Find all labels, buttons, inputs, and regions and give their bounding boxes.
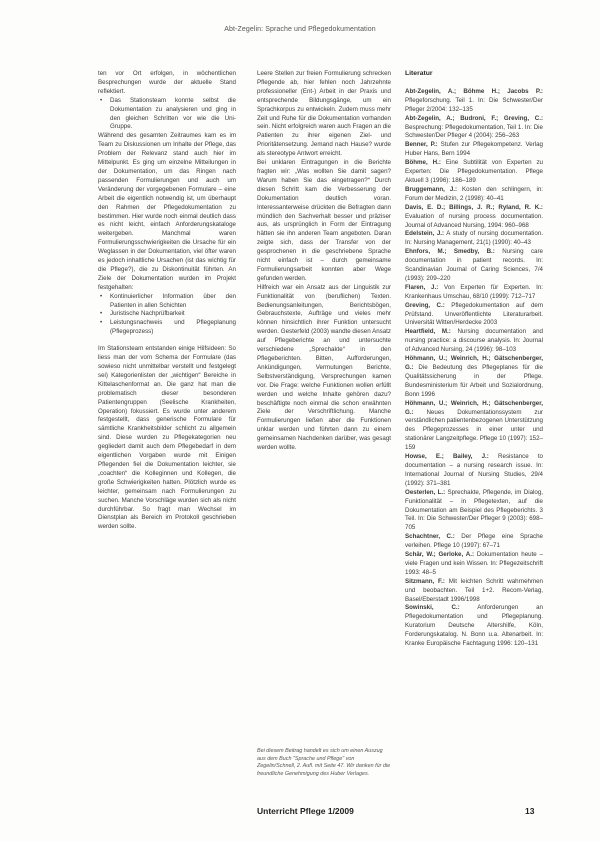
reference-text: Evaluation of nursing process documentation. Journal of Advanced Nursing, 1994: 960–968 — [405, 212, 543, 229]
journal-footer: Unterricht Pflege 1/2009 — [257, 806, 354, 816]
reference-entry — [405, 604, 543, 649]
reference-author: Flaren, J.: — [405, 283, 439, 291]
reference-text: Der Pflege eine Sprache verleihen. Pflege 10 (1997): 67–71 — [405, 533, 543, 550]
reference-text: Pflegeforschung. Teil 1. In: Die Schwester/Der Pfleger 2/2004: 132–135 — [405, 96, 543, 113]
reference-text: Sprechakte, Pflegende, im Dialog, Funktionalität – in Pflegetexten, auf die Dokumentation am Beispiel des Pflegeberichts. 3 Teil. In: Die Schwester/Der Pfleger 9 (2003): 698–705 — [405, 488, 543, 532]
bullet-item: • Leistungsnachweis und Pflegeplanung (Pflegeprozess) — [98, 319, 236, 337]
reference-text: Dokumentation heute – viele Fragen und kein Wissen. In: Pflegezeitschrift 1993: 48–5 — [405, 551, 543, 576]
reference-text: Resistance to documentation – a nursing research issue. In: International Journal of Nursing Studies, 29/4 (1992): 371–381 — [405, 453, 543, 487]
reference-text: Stufen zur Pflegekompetenz. Verlag Huber Hans, Bern 1994 — [405, 141, 543, 158]
paragraph: Im Stationsteam entstanden einige Hilfsideen: So liess man der vom Schema der Formulare (das sowieso nicht unmittelbar verstellt und festgelegt sei) Kategorienlisten der „wichtigen“ Bereiche in Kittelaschenformat an. Die ganz hat man die problematisch dieser besonderen Patientengruppen (Seelische Krankheiten, Operation) fokussiert. Es wurde unter anderem festgestellt, dass generische Formulare für sämtliche Krankheitsbilder schlicht zu allgemein sind. Diese wurden zu Pflegekategorien neu gegliedert damit auch dem Pflegebedarf in dem eigentlichen Vorgaben wurde mit Einigen Pflegenden fiel die Dokumentation leichter, sie „coachten“ die Kolleginnen und Kollegen, die große Schwierigkeiten hatten. Plötzlich wurde es leichter, gemeinsam nach Formulierungen zu suchen. Manche Vorschläge wurden sich als nicht durchführbar. So fragt man Wechsel im Dienstplan als Bereich im Protokoll geschrieben werden sollte. — [98, 345, 236, 531]
reference-author: Ehnfors, M.; Smedby, B.: — [405, 248, 495, 256]
reference-text: Nursing care documentation in patient records. In: Scandinavian Journal of Caring Sciences, 7/4 (1993): 209–220 — [405, 248, 543, 282]
reference-text: Nursing documentation and nursing practice: a discourse analysis. In: Journal of Advanced Nursing, 24 (1996): 98–103 — [405, 328, 543, 354]
reference-text: Anforderungen an Pflegedokumentation und Pflegeplanung. Kuratorium Deutsche Altershilfe, Köln, Forderungskatalog. N. Bonn u.a. Altenarbeit. In: Kranke Europäische Fachtagung 1996: 120–131 — [405, 604, 543, 648]
running-head: Abt-Zegelin: Sprache und Pflegedokumentation — [224, 26, 376, 33]
reference-entry — [405, 204, 543, 231]
middle-column — [257, 70, 391, 453]
reference-author: Bruggemann, J.: — [405, 185, 458, 193]
footnote: Bei diesem Beitrag handelt es sich um einen Auszug aus dem Buch "Sprache und Pflege" von Zegelin/Schnell, 2. Aufl. mit Seite 47. Wir danken für die freundliche Genehmigung des Huber Verlages. — [257, 748, 391, 777]
reference-author: Sowinski, C.: — [405, 604, 460, 612]
reference-text: Kosten den schlingern, in: Forum der Medizin, 2 (1998): 40–41 — [405, 185, 543, 202]
reference-author: Schär, W.; Gerloke, A.: — [405, 551, 475, 559]
reference-entry — [405, 355, 543, 400]
reference-text: Besprechung: Pflegedokumentation, Teil 1. In: Die Schwester/Der Pfleger 4 (2004): 256–263 — [405, 123, 543, 140]
reference-entry — [405, 230, 543, 248]
paragraph: Hilfreich war ein Ansatz aus der Linguistik zur Funktionalität von (beruflichen) Texten. Bedienungsanleitungen, Berichtsbögen, Gebrauchstexte, Aufträge und vieles mehr können hinsichtlich ihrer Funktion untersucht werden. Gesterfeld (2003) wandte diesen Ansatz auf Pflegeberichte an und untersuchte verschiedene „Sprechakte“ in den Pflegeberichten. Bitten, Aufforderungen, Ankündigungen, Vermutungen Berichte, Selbstverständigung, Versprechungen kamen vor. Die Frage: welche Funktionen wollen erfüllt werden und welche Inhalte gehören dazu? beschäftigte noch einmal die schon erwähnten Ziele der Verschriftlichung. Manche Formulierungen ließen aber die Funktionen unklar werden und führten dann zu einem gemeinsamen Nachdenken darüber, was gesagt werden wollte. — [257, 283, 391, 452]
reference-entry — [405, 578, 543, 605]
bullet-item: • Kontinuierlicher Information über den Patienten in allen Schichten — [98, 293, 236, 311]
reference-author: Benner, P.: — [405, 141, 438, 149]
reference-author: Sitzmann, F.: — [405, 577, 445, 585]
reference-entry — [405, 186, 543, 204]
reference-entry — [405, 115, 543, 142]
reference-author: Höhmann, U.; Weinrich, H.; Gätschenberger, G.: — [405, 399, 543, 416]
reference-text: A study of nursing documentation. In: Nursing Management, 21(1) (1990): 40–43 — [405, 230, 543, 247]
bullet-list — [98, 97, 236, 133]
reference-author: Schachtner, C.: — [405, 533, 455, 541]
reference-author: Oesterlen, L.: — [405, 488, 446, 496]
reference-entry — [405, 489, 543, 534]
paragraph: ten vor Ort erfolgen, in wöchentlichen Besprechungen wurde der aktuelle Stand reflektiert. — [98, 70, 236, 95]
left-column — [98, 70, 236, 532]
page-number: 13 — [525, 806, 535, 816]
reference-entry — [405, 88, 543, 115]
reference-entry — [405, 400, 543, 453]
reference-entry — [405, 533, 543, 551]
reference-entry — [405, 551, 543, 578]
reference-entry — [405, 328, 543, 355]
reference-text: Von Experten für Experten. In: Krankenhaus Umschau, 68/10 (1999): 712–717 — [405, 283, 543, 300]
reference-text: Pflegedokumentation auf dem Prüfstand. Unveröffentlichte Literaturarbeit. Universität Witten/Herdecke 2003 — [405, 301, 543, 327]
paragraph: Während des gesamten Zeitraumes kam es im Team zu Diskussionen um Inhalte der Pflege, das Problem der Relevanz stand auch hier im Mittelpunkt. Es ging um einzelne Mitteilungen in der Dokumentation, um das Ringen nach passenden Formulierungen und auch um Veränderung der vorgegebenen Formulare – eine Arbeit die eigentlich notwendig ist, um überhaupt den Rahmen der Pflegedokumentation zu bestimmen. Hier wurde noch einmal deutlich dass es nicht leicht, einfach Anforderungskataloge weitergeben. Manchmal waren Formulierungsschwierigkeiten die Ursache für ein Weglassen in der Dokumentation, viel öfter waren es jedoch inhaltliche Ursachen (ist das wichtig für die Pflege?), die zu Diskontinuität führten. An Ziele der Dokumentation wurden im Projekt festgehalten: — [98, 132, 236, 291]
reference-text: Die Bedeutung des Pflegeplanes für die Qualitätssicherung in der Pflege. Bundesministerium für Arbeit und Sozialordnung, Bonn 1996 — [405, 364, 543, 398]
reference-entry — [405, 284, 543, 302]
references-column — [405, 70, 543, 649]
reference-list — [405, 88, 543, 649]
paragraph: Leere Stellen zur freien Formulierung schrecken Pflegende ab, hier fehlen noch Jahrzehnte professioneller (Ent-) Arbeit in der Praxis und entsprechende Bildungsgänge, um ein Sprachkorpus zu entwickeln. Zudem muss mehr Zeit und Ruhe für die Dokumentation vorhanden sein. Nicht erfolgreich waren auch Fragen an die Patienten zu ihrer eigenen Ziel- und Prioritätensetzung. Jemand nach Hause? wurde als stereotype Antwort erreicht. — [257, 70, 391, 158]
reference-entry — [405, 159, 543, 186]
reference-author: Böhme, H.: — [405, 159, 441, 167]
bullet-item: • Juristische Nachprüfbarkeit — [98, 310, 236, 319]
paragraph: Bei unklaren Eintragungen in die Berichte fragten wir: „Was wollten Sie damit sagen? Warum haben Sie das eingetragen?“ Durch diesen Schritt kam die Verbesserung der Dokumentation deutlich voran. Interessanterweise drückten die Befragten dann mündlich den Sachverhalt besser und präziser aus, als ursprünglich in Form der Eintragung hätten sie ihn anderen Team angeboten. Daran zeigte sich, dass der Transfer von der gesprochenen in die geschriebene Sprache nicht einfach ist – durch gemeinsame Formulierungsarbeit konnten aber Wege gefunden werden. — [257, 159, 391, 282]
references-title: Literatur — [405, 70, 433, 77]
bullet-item: • Das Stationsteam konnte selbst die Dokumentation zu analysieren und ging in den gleichen Schritten vor wie die Uni-Gruppe. — [98, 97, 236, 133]
reference-author: Howse, E.; Bailey, J.: — [405, 453, 489, 461]
reference-text: Mit leichten Schritt wahrnehmen und beobachten. Teil 1+2. Recom-Verlag, Basel/Eberstadt 1996/1998 — [405, 577, 544, 603]
reference-author: Davis, E. D.; Billings, J. R.; Ryland, R. K.: — [405, 203, 543, 211]
reference-author: Greving, C.: — [405, 301, 445, 309]
reference-author: Edelstein, J.: — [405, 230, 445, 238]
reference-text: Eine Subtilität von Experten zu Experten: Die Pflegedokumentation. Pflege Aktuell 3 (1996): 186–189 — [405, 159, 543, 184]
reference-author: Höhmann, U.; Weinrich, H.; Gätschenberger, G.: — [405, 355, 543, 371]
reference-author: Abt-Zegelin, A.; Böhme H.; Jacobs P.: — [405, 87, 543, 95]
reference-entry — [405, 248, 543, 284]
reference-author: Heartfield, M.: — [405, 328, 451, 336]
reference-entry — [405, 302, 543, 329]
reference-entry — [405, 141, 543, 159]
reference-entry — [405, 453, 543, 489]
bullet-list — [98, 293, 236, 338]
reference-text: Neues Dokumentationssystem zur verständlichen patientenbezogenen Unterstützung des Pflegeprozesses in einer unter und stationärer Langzeitpflege. Pflege 10 (1997): 152–159 — [405, 408, 543, 452]
reference-author: Abt-Zegelin, A.; Budroni, F.; Greving, C.: — [405, 114, 543, 122]
